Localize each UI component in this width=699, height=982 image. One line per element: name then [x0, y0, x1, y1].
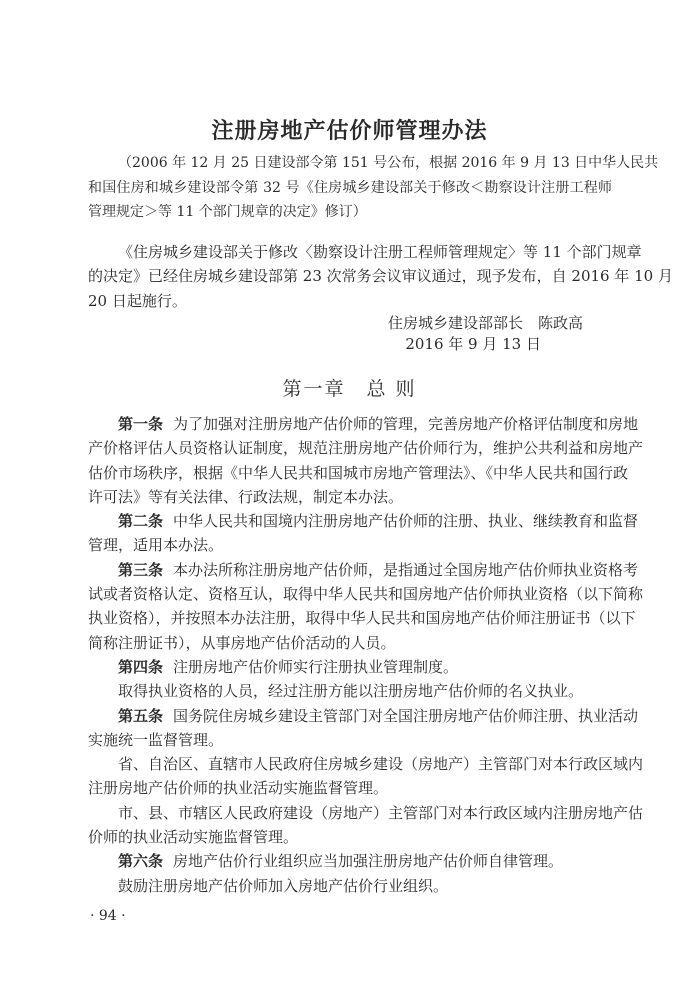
articles — [88, 412, 644, 898]
article-paragraph — [88, 849, 612, 873]
article-line — [88, 509, 639, 533]
article-paragraph — [88, 509, 639, 558]
article-label: 第五条 — [118, 706, 164, 725]
article-text: 房地产估价行业组织应当加强注册房地产估价师自律管理。 — [173, 852, 564, 871]
chapter-heading: 第一章 总 则 — [282, 378, 417, 400]
article-text: 价师的执业活动实施监督管理。 — [88, 828, 299, 847]
preface — [88, 151, 659, 225]
article-paragraph — [88, 412, 644, 509]
article-text: 市、县、市辖区人民政府建设（房地产）主管部门对本行政区域内注册房地产估 — [118, 803, 644, 822]
article-text: 注册房地产估价师的执业活动实施监督管理。 — [88, 779, 389, 798]
article-paragraph — [88, 704, 639, 753]
article-text: 许可法》等有关法律、行政法规，制定本办法。 — [88, 487, 404, 506]
article-line — [88, 412, 639, 436]
article-line — [88, 606, 636, 630]
article-line — [88, 558, 639, 582]
article-paragraph — [88, 679, 612, 703]
article-text: 本办法所称注册房地产估价师，是指通过全国房地产估价师执业资格考 — [173, 560, 639, 579]
article-line — [88, 728, 612, 752]
article-line — [88, 461, 629, 485]
preface-line: 和国住房和城乡建设部令第 32 号《住房城乡建设部关于修改＜勘察设计注册工程师 — [88, 179, 612, 196]
article-text: 产价格评估人员资格认证制度，规范注册房地产估价师行为，维护公共利益和房地产 — [88, 439, 644, 458]
intro-line: 的决定》已经住房城乡建设部第 23 次常务会议审议通过，现予发布，自 2016 年 10 月 — [88, 267, 673, 286]
article-line — [88, 485, 612, 509]
article-line — [88, 776, 612, 800]
article-line — [88, 704, 639, 728]
article-line — [88, 655, 612, 679]
article-label: 第一条 — [118, 415, 164, 433]
article-line — [88, 679, 612, 703]
article-line — [88, 752, 644, 776]
intro-paragraph — [88, 240, 673, 313]
article-paragraph — [88, 801, 644, 850]
article-label: 第二条 — [118, 512, 164, 531]
article-line — [88, 801, 644, 825]
article-text: 注册房地产估价师实行注册执业管理制度。 — [173, 657, 459, 676]
signature-date: 2016 年 9 月 13 日 — [405, 335, 541, 353]
document-title: 注册房地产估价师管理办法 — [211, 119, 488, 144]
article-line — [88, 874, 612, 898]
intro-line: 《住房城乡建设部关于修改〈勘察设计注册工程师管理规定〉等 11 个部门规章 — [118, 243, 642, 261]
article-text: 管理，适用本办法。 — [88, 536, 224, 555]
article-text: 省、自治区、直辖市人民政府住房城乡建设（房地产）主管部门对本行政区域内 — [118, 755, 644, 774]
article-text: 估价市场秩序，根据《中华人民共和国城市房地产管理法》、《中华人民共和国行政 — [88, 463, 629, 482]
article-text: 取得执业资格的人员，经过注册方能以注册房地产估价师的名义执业。 — [118, 682, 584, 701]
article-text: 鼓励注册房地产估价师加入房地产估价行业组织。 — [118, 876, 449, 895]
article-paragraph — [88, 558, 644, 655]
article-text: 国务院住房城乡建设主管部门对全国注册房地产估价师注册、执业活动 — [173, 706, 639, 725]
article-line — [88, 436, 644, 460]
article-label: 第三条 — [118, 560, 164, 579]
article-line — [88, 631, 612, 655]
article-label: 第六条 — [118, 852, 164, 871]
article-label: 第四条 — [118, 657, 164, 676]
signature: 住房城乡建设部部长 陈政高 — [387, 314, 583, 332]
article-text: 中华人民共和国境内注册房地产估价师的注册、执业、继续教育和监督 — [173, 512, 639, 531]
article-paragraph — [88, 752, 644, 801]
article-text: 简称注册证书），从事房地产估价活动的人员。 — [88, 633, 396, 652]
article-line — [88, 849, 612, 873]
article-text: 试或者资格认定、资格互认，取得中华人民共和国房地产估价师执业资格（以下简称 — [88, 585, 644, 604]
page-number: · 94 · — [90, 908, 126, 924]
article-text: 为了加强对注册房地产估价师的管理，完善房地产价格评估制度和房地 — [173, 415, 639, 433]
preface-line: （2006 年 12 月 25 日建设部令第 151 号公布，根据 2016 年 9 月 13 日中华人民共 — [118, 155, 659, 171]
article-paragraph — [88, 874, 612, 898]
article-text: 执业资格），并按照本办法注册，取得中华人民共和国房地产估价师注册证书（以下 — [88, 609, 636, 628]
article-line — [88, 533, 612, 557]
preface-line: 管理规定＞等 11 个部门规章的决定》修订） — [88, 204, 367, 220]
article-text: 实施统一监督管理。 — [88, 730, 224, 749]
article-paragraph — [88, 655, 612, 679]
article-line — [88, 582, 644, 606]
article-line — [88, 825, 612, 849]
intro-line: 20 日起施行。 — [88, 291, 187, 310]
